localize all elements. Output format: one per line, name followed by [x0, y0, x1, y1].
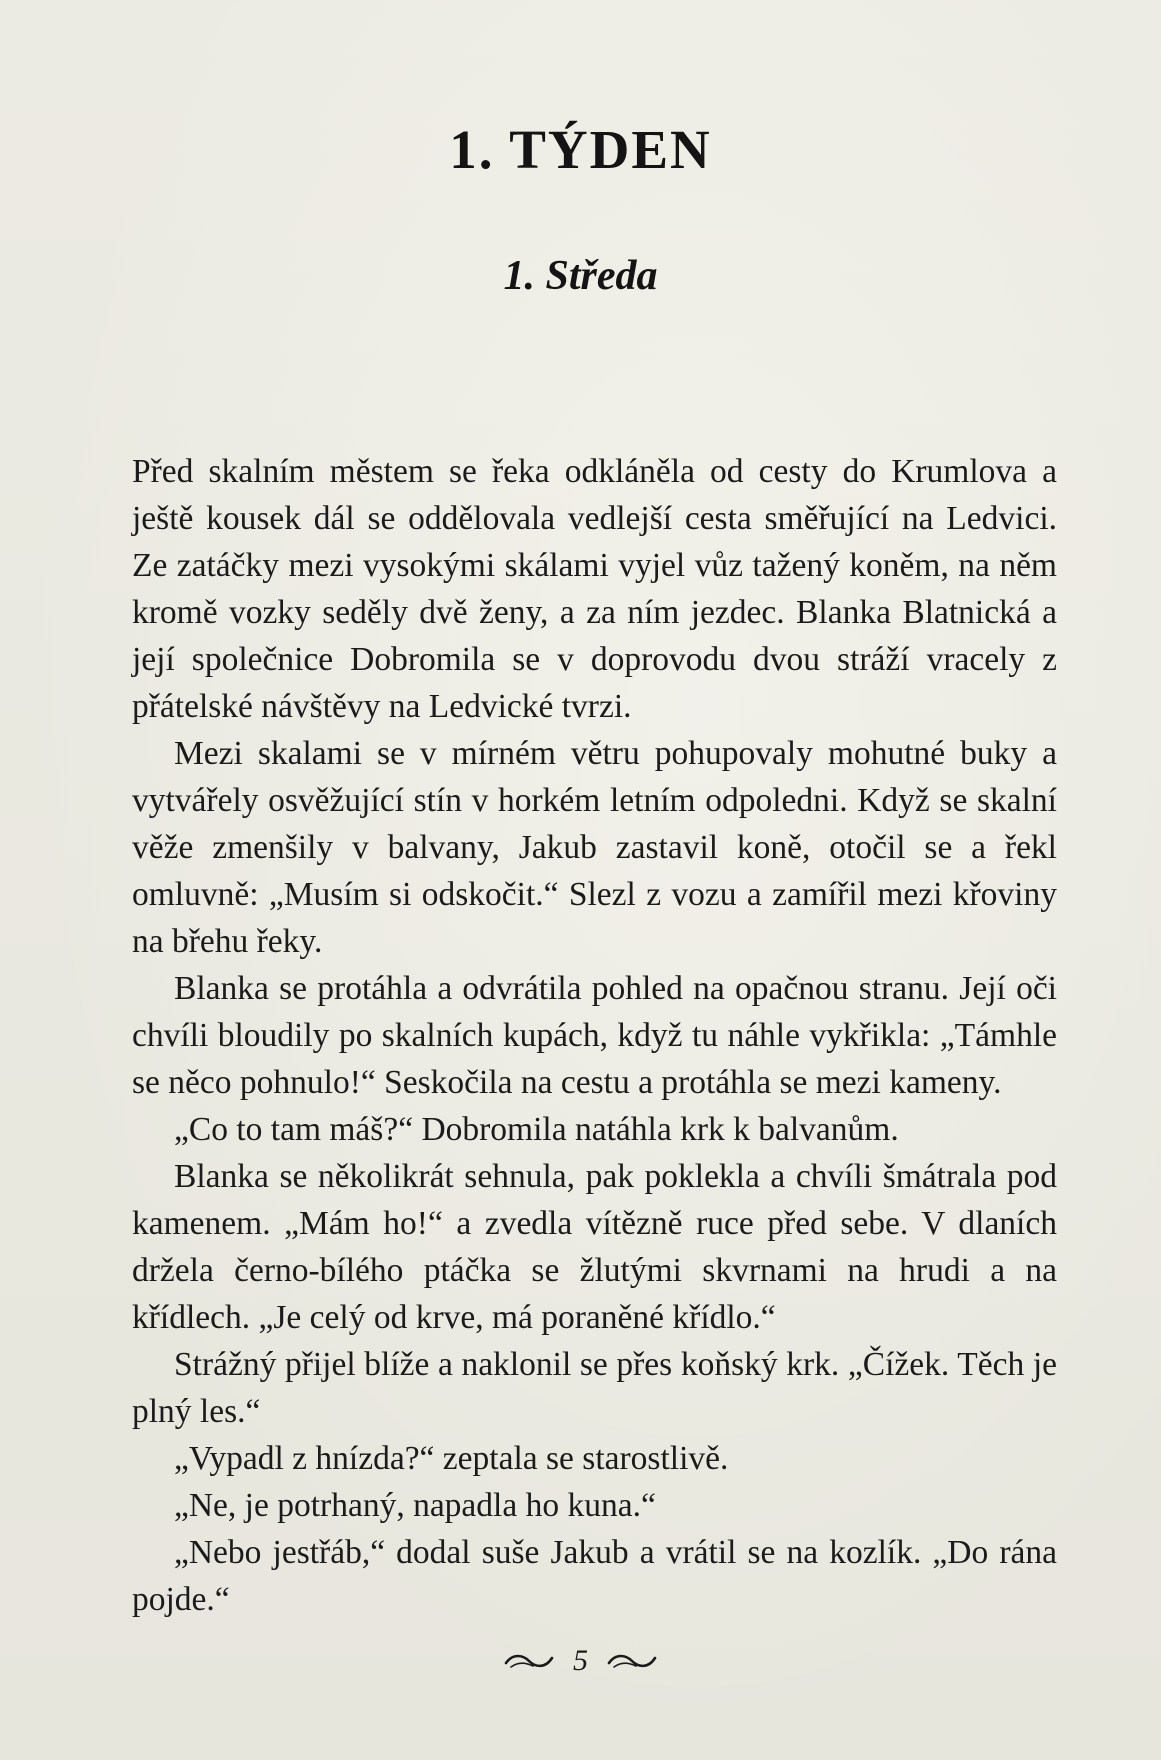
paragraph: Blanka se protáhla a odvrátila pohled na opačnou stranu. Její oči chvíli bloudily po skalních kupách, když tu náhle vykřikla: „Támhle se něco pohnulo!“ Seskočila na cestu a protáhla se mezi kameny.	[132, 970, 1057, 1101]
page-folio	[0, 1644, 1161, 1678]
tilde-swash-ornament-icon	[606, 1650, 658, 1672]
paragraph: Strážný přijel blíže a naklonil se přes koňský krk. „Čížek. Těch je plný les.“	[132, 1346, 1057, 1430]
tilde-swash-ornament-icon	[503, 1650, 555, 1672]
section-title: 1. Středa	[503, 253, 658, 299]
chapter-title: 1. TÝDEN	[449, 119, 712, 180]
body-text	[132, 448, 1057, 1623]
paragraph: „Nebo jestřáb,“ dodal suše Jakub a vrátil se na kozlík. „Do rána pojde.“	[132, 1534, 1057, 1618]
paragraph: Před skalním městem se řeka odkláněla od cesty do Krumlova a ještě kousek dál se oddělovala vedlejší cesta směřující na Ledvici. Ze zatáčky mezi vysokými skálami vyjel vůz tažený koněm, na něm kromě vozky seděly dvě ženy, a za ním jezdec. Blanka Blatnická a její společnice Dobromila se v doprovodu dvou stráží vracely z přátelské návštěvy na Ledvické tvrzi.	[132, 453, 1057, 725]
paragraph: Mezi skalami se v mírném větru pohupovaly mohutné buky a vytvářely osvěžující stín v horkém letním odpoledni. Když se skalní věže zmenšily v balvany, Jakub zastavil koně, otočil se a řekl omluvně: „Musím si odskočit.“ Slezl z vozu a zamířil mezi křoviny na břehu řeky.	[132, 735, 1057, 960]
page-number: 5	[573, 1644, 588, 1677]
paragraph: „Vypadl z hnízda?“ zeptala se starostlivě.	[174, 1440, 729, 1477]
paragraph: „Ne, je potrhaný, napadla ho kuna.“	[174, 1487, 656, 1524]
paragraph: „Co to tam máš?“ Dobromila natáhla krk k balvanům.	[174, 1111, 899, 1148]
paragraph: Blanka se několikrát sehnula, pak poklekla a chvíli šmátrala pod kamenem. „Mám ho!“ a zvedla vítězně ruce před sebe. V dlaních držela černo-bílého ptáčka se žlutými skvrnami na hrudi a na křídlech. „Je celý od krve, má poraněné křídlo.“	[132, 1158, 1057, 1336]
